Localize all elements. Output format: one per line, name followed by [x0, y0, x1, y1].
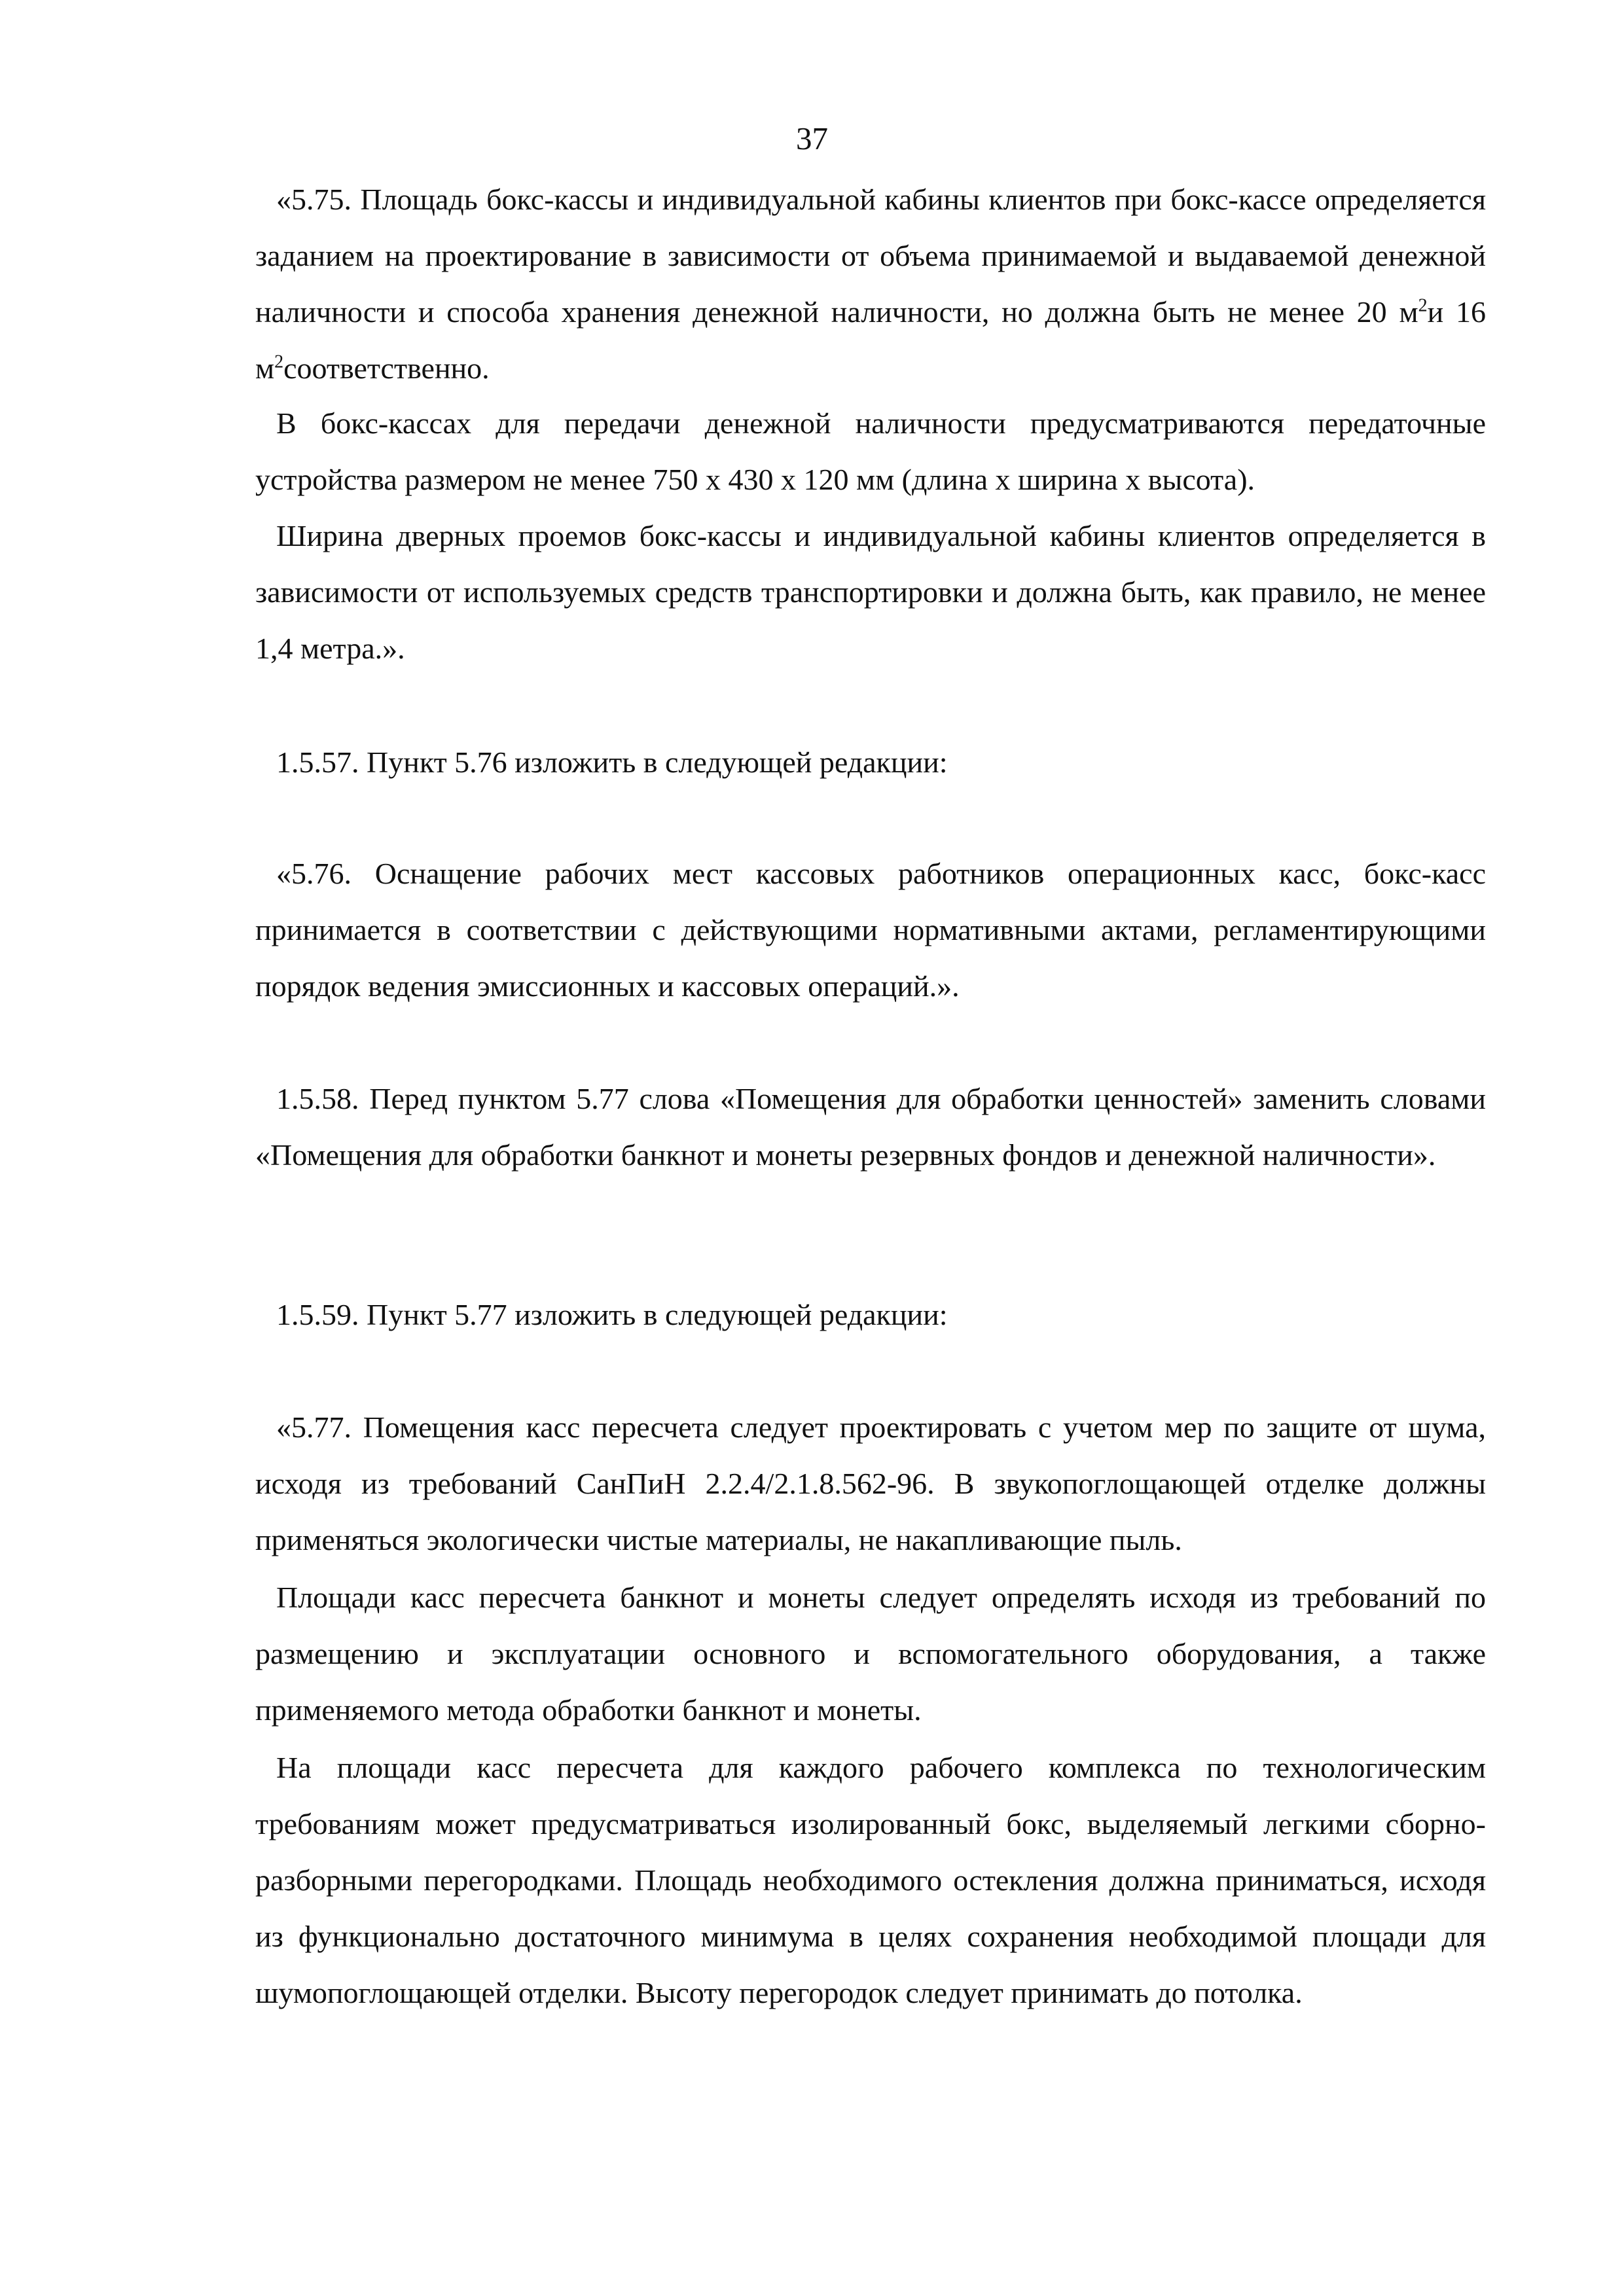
paragraph-5-75-mid: и 16 м	[255, 295, 1486, 385]
paragraph-5-75	[255, 171, 1486, 397]
paragraph-box-transfer: В бокс-кассах для передачи денежной наличности предусматриваются передаточные устройства размером не менее 750 x 430 x 120 мм (длина x ширина x высота).	[255, 406, 1486, 496]
paragraph-door-width: Ширина дверных проемов бокс-кассы и индивидуальной кабины клиентов определяется в зависимости от используемых средств транспортировки и должна быть, как правило, не менее 1,4 метра.».	[255, 519, 1486, 665]
paragraph-1-5-58: 1.5.58. Перед пунктом 5.77 слова «Помещения для обработки ценностей» заменить словами «Помещения для обработки банкнот и монеты резервных фондов и денежной наличности».	[255, 1082, 1486, 1172]
paragraph-5-75-end: соответственно.	[283, 351, 490, 385]
paragraph-5-75-text: «5.75. Площадь бокс-кассы и индивидуальной кабины клиентов при бокс-кассе определяется заданием на проектирование в зависимости от объема принимаемой и выдаваемой денежной наличности и способа хранения денежной наличности, но должна быть не менее 20 м	[255, 183, 1486, 329]
paragraph-isolated-box: На площади касс пересчета для каждого рабочего комплекса по технологическим требованиям может предусматриваться изолированный бокс, выделяемый легкими сборно-разборными перегородками. Площадь необходимого остекления должна приниматься, исходя из функционально достаточного минимума в целях сохранения необходимой площади для шумопоглощающей отделки. Высоту перегородок следует принимать до потолка.	[255, 1751, 1486, 2009]
paragraph-1-5-59: 1.5.59. Пункт 5.77 изложить в следующей редакции:	[276, 1298, 948, 1331]
paragraph-5-77: «5.77. Помещения касс пересчета следует проектировать с учетом мер по защите от шума, исходя из требований СанПиН 2.2.4/2.1.8.562-96. В звукопоглощающей отделке должны применяться экологически чистые материалы, не накапливающие пыль.	[255, 1410, 1486, 1556]
paragraph-1-5-57: 1.5.57. Пункт 5.76 изложить в следующей редакции:	[276, 745, 948, 779]
superscript-2: 2	[274, 351, 284, 372]
paragraph-recount-area: Площади касс пересчета банкнот и монеты следует определять исходя из требований по размещению и эксплуатации основного и вспомогательного оборудования, а также применяемого метода обработки банкнот и монеты.	[255, 1581, 1486, 1727]
superscript-1: 2	[1418, 295, 1428, 316]
page-number: 37	[796, 120, 828, 156]
paragraph-5-76: «5.76. Оснащение рабочих мест кассовых работников операционных касс, бокс-касс принимается в соответствии с действующими нормативными актами, регламентирующими порядок ведения эмиссионных и кассовых операций.».	[255, 857, 1486, 1003]
